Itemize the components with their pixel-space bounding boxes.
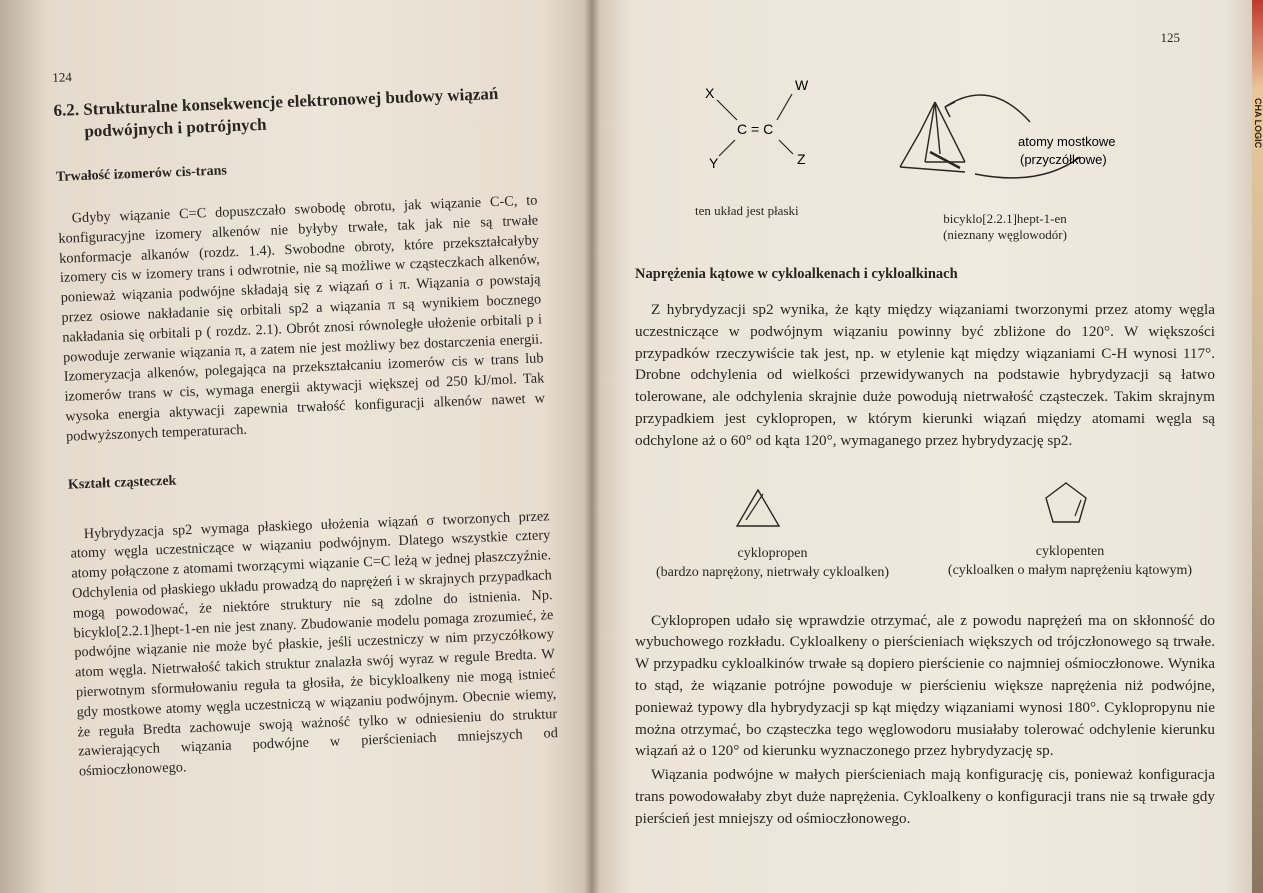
left-page: [0, 0, 592, 893]
bridgehead-label: (przyczółkowe): [1020, 152, 1107, 167]
bicyclo-skeleton: [900, 102, 965, 172]
figure-row: [635, 46, 1215, 242]
bond-w: [777, 94, 792, 120]
section-title: [53, 82, 534, 144]
arrowhead-top: [945, 102, 955, 117]
bicyclo-figure: [890, 92, 1220, 243]
atom-z: Z: [797, 151, 806, 167]
section-title-line1: 6.2. Strukturalne konsekwencje elektronowej budowy wiązań: [53, 83, 499, 120]
section-title-line2: podwójnych i potrójnych: [84, 114, 267, 141]
bicyclo-caption-line2: (nieznany węglowodór): [943, 227, 1067, 242]
annotation-arrow-top: [945, 95, 1030, 122]
planar-alkene-figure: [675, 76, 875, 219]
page-number-left: 124: [52, 69, 73, 85]
c-double-bond: C = C: [737, 121, 774, 137]
page-number-right: 125: [1160, 30, 1180, 45]
edge-text: CHA LOGIC: [1253, 98, 1263, 149]
atom-w: W: [795, 77, 809, 93]
paragraph-cis-trans: Gdyby wiązanie C=C dopuszczało swobodę obrotu, jak wiązanie C-C, to konfiguracyjne izomery alkenów nie byłyby trwałe, tak jak nie są trwałe konformacje alkanów (rozdz. 1.4). Swobodne obroty, które przekształcałyby izomery cis w izomery trans i odwrotnie, nie są możliwe w cząsteczkach alkenów, ponieważ wiązania podwójne składają się z wiązań σ i π. Wiązania σ powstają przez osiowe nakładanie się orbitali sp2 a wiązania π są wynikiem bocznego nakładania się orbitali p ( rozdz. 2.1). Obrót znosi równoległe ułożenie orbitali p i powoduje zerwanie wiązania π, a zatem nie jest możliwy bez dostarczenia energii. Izomeryzacja alkenów, polegająca na przekształcaniu izomerów cis w trans lub izomerów trans w cis, wymaga energii aktywacji większej od 250 kJ/mol. Tak wysoka energia aktywacji zapewnia trwałość konfiguracji alkenów nawet w podwyższonych temperaturach.: [58, 192, 546, 445]
bridge-atoms-label: atomy mostkowe: [1018, 134, 1116, 149]
cyclopropene-label: [635, 544, 910, 582]
cyclopentene-name: cyklopenten: [1035, 543, 1105, 559]
bicyclo-structure: [890, 92, 1220, 202]
book-spine: [584, 0, 600, 893]
right-page-content: [635, 30, 1215, 830]
paragraph-small-rings: Wiązania podwójne w małych pierścieniach mają konfigurację cis, ponieważ konfiguracja trans powodowałaby zbyt duże naprężenia. Cykloalkeny o konfiguracji trans nie są trwałe gdy pierścień jest mniejszy od ośmioczłonowego.: [635, 766, 1215, 827]
bond-z: [779, 140, 793, 154]
atom-y: Y: [709, 155, 719, 171]
cyclopentene-label: [920, 542, 1220, 580]
cyclopropene-desc: (bardzo naprężony, nietrwały cykloalken): [655, 564, 890, 580]
atom-x: X: [705, 85, 715, 101]
cyclopentene-desc: (cykloalken o małym naprężeniu kątowym): [947, 562, 1193, 578]
cyclopropene-ring: [737, 490, 779, 526]
paragraph-molecule-shape: Hybrydyzacja sp2 wymaga płaskiego ułożenia wiązań σ tworzonych przez atomy węgla uczestniczące w wiązaniu podwójnym. Dlatego wszystkie cztery atomy połączone z atomami tworzącymi wiązanie C=C leżą w jednej płaszczyźnie. Odchylenia od płaskiego układu prowadzą do naprężeń i w skrajnych przypadkach mogą powodować, że niektóre struktury nie są zdolne do istnienia. Np. bicyklo[2.2.1]hept-1-en nie jest znany. Zbudowanie modelu pomaga zrozumieć, że podwójne wiązanie nie może być płaskie, jeśli uczestniczy w nim przyczółkowy atom węgla. Nietrwałość takich struktur znalazła swój wyraz w regule Bredta. W pierwotnym sformułowaniu reguła ta głosiła, że bicykloalkeny nie mogą istnieć gdy mostkowe atomy węgla uczestniczą w wiązaniu podwójnym. Obecnie wiemy, że reguła Bredta zachowuje swoją ważność tylko w odniesieniu do struktur zawierających wiązania podwójne w pierścieniach mniejszych od ośmioczłonowego.: [70, 507, 559, 780]
bicyclo-caption-line1: bicyklo[2.2.1]hept-1-en: [943, 211, 1067, 226]
left-page-content: [52, 52, 559, 783]
bicyclo-double-bond: [930, 152, 960, 168]
cyclopropene-name: cyklopropen: [737, 545, 808, 561]
planar-caption: ten układ jest płaski: [695, 203, 799, 218]
subsection-cis-trans: Trwałość izomerów cis-trans: [55, 163, 228, 185]
paragraph-cycloalkynes: Cyklopropen udało się wprawdzie otrzymać, ale z powodu naprężeń ma on skłonność do wybuchowego rozkładu. Cykloalkeny o pierścieniach większych od trójczłonowego są trwałe. W przypadku cykloalkinów trwałe są dopiero pierścienie co najmniej ośmioczłonowe. Wynika to stąd, że wiązanie potrójne powoduje w pierścieniu większe naprężenia niż podwójne, ponieważ typowy dla hybrydyzacji sp kąt między wiązaniami wynosi 180°. Cyklopropynu nie można otrzymać, bo cząsteczka tego węglowodoru musiałaby tolerować odchylenie kierunku wiązań aż o 120° od kierunku wyznaczonego przez hybrydyzację sp.: [635, 611, 1215, 760]
subsection-molecule-shape: Kształt cząsteczek: [67, 473, 177, 493]
cyclopropene-structure: [733, 486, 783, 531]
cyclopentene-structure: [1043, 480, 1089, 526]
bond-x: [717, 100, 737, 120]
bond-y: [719, 140, 735, 156]
planar-alkene-structure: [675, 76, 845, 176]
paragraph-angle-strain: Z hybrydyzacji sp2 wynika, że kąty między wiązaniami tworzonymi przez atomy węgla uczestniczące w podwójnym wiązaniu powinny być zbliżone do 120°. W większości przypadków rzeczywiście tak jest, np. w etylenie kąt między wiązaniami C-H wynosi 117°. Drobne odchylenia od wielkości przewidywanych na podstawie hybrydyzacji są łatwo tolerowane, ale odchylenia skrajnie duże powodują nietrwałość cząsteczek. Takim skrajnym przypadkiem jest cyklopropen, w którym kierunki wiązań między atomami węgla są odchylone aż o 60° od kąta 120°, wymaganego przez hybrydyzację sp2.: [635, 301, 1215, 449]
cyclopentene-double-bond: [1075, 500, 1081, 516]
subsection-angle-strain: Naprężenia kątowe w cykloalkenach i cykloalkinach: [635, 266, 958, 282]
cycloalkene-figures: [635, 466, 1215, 586]
